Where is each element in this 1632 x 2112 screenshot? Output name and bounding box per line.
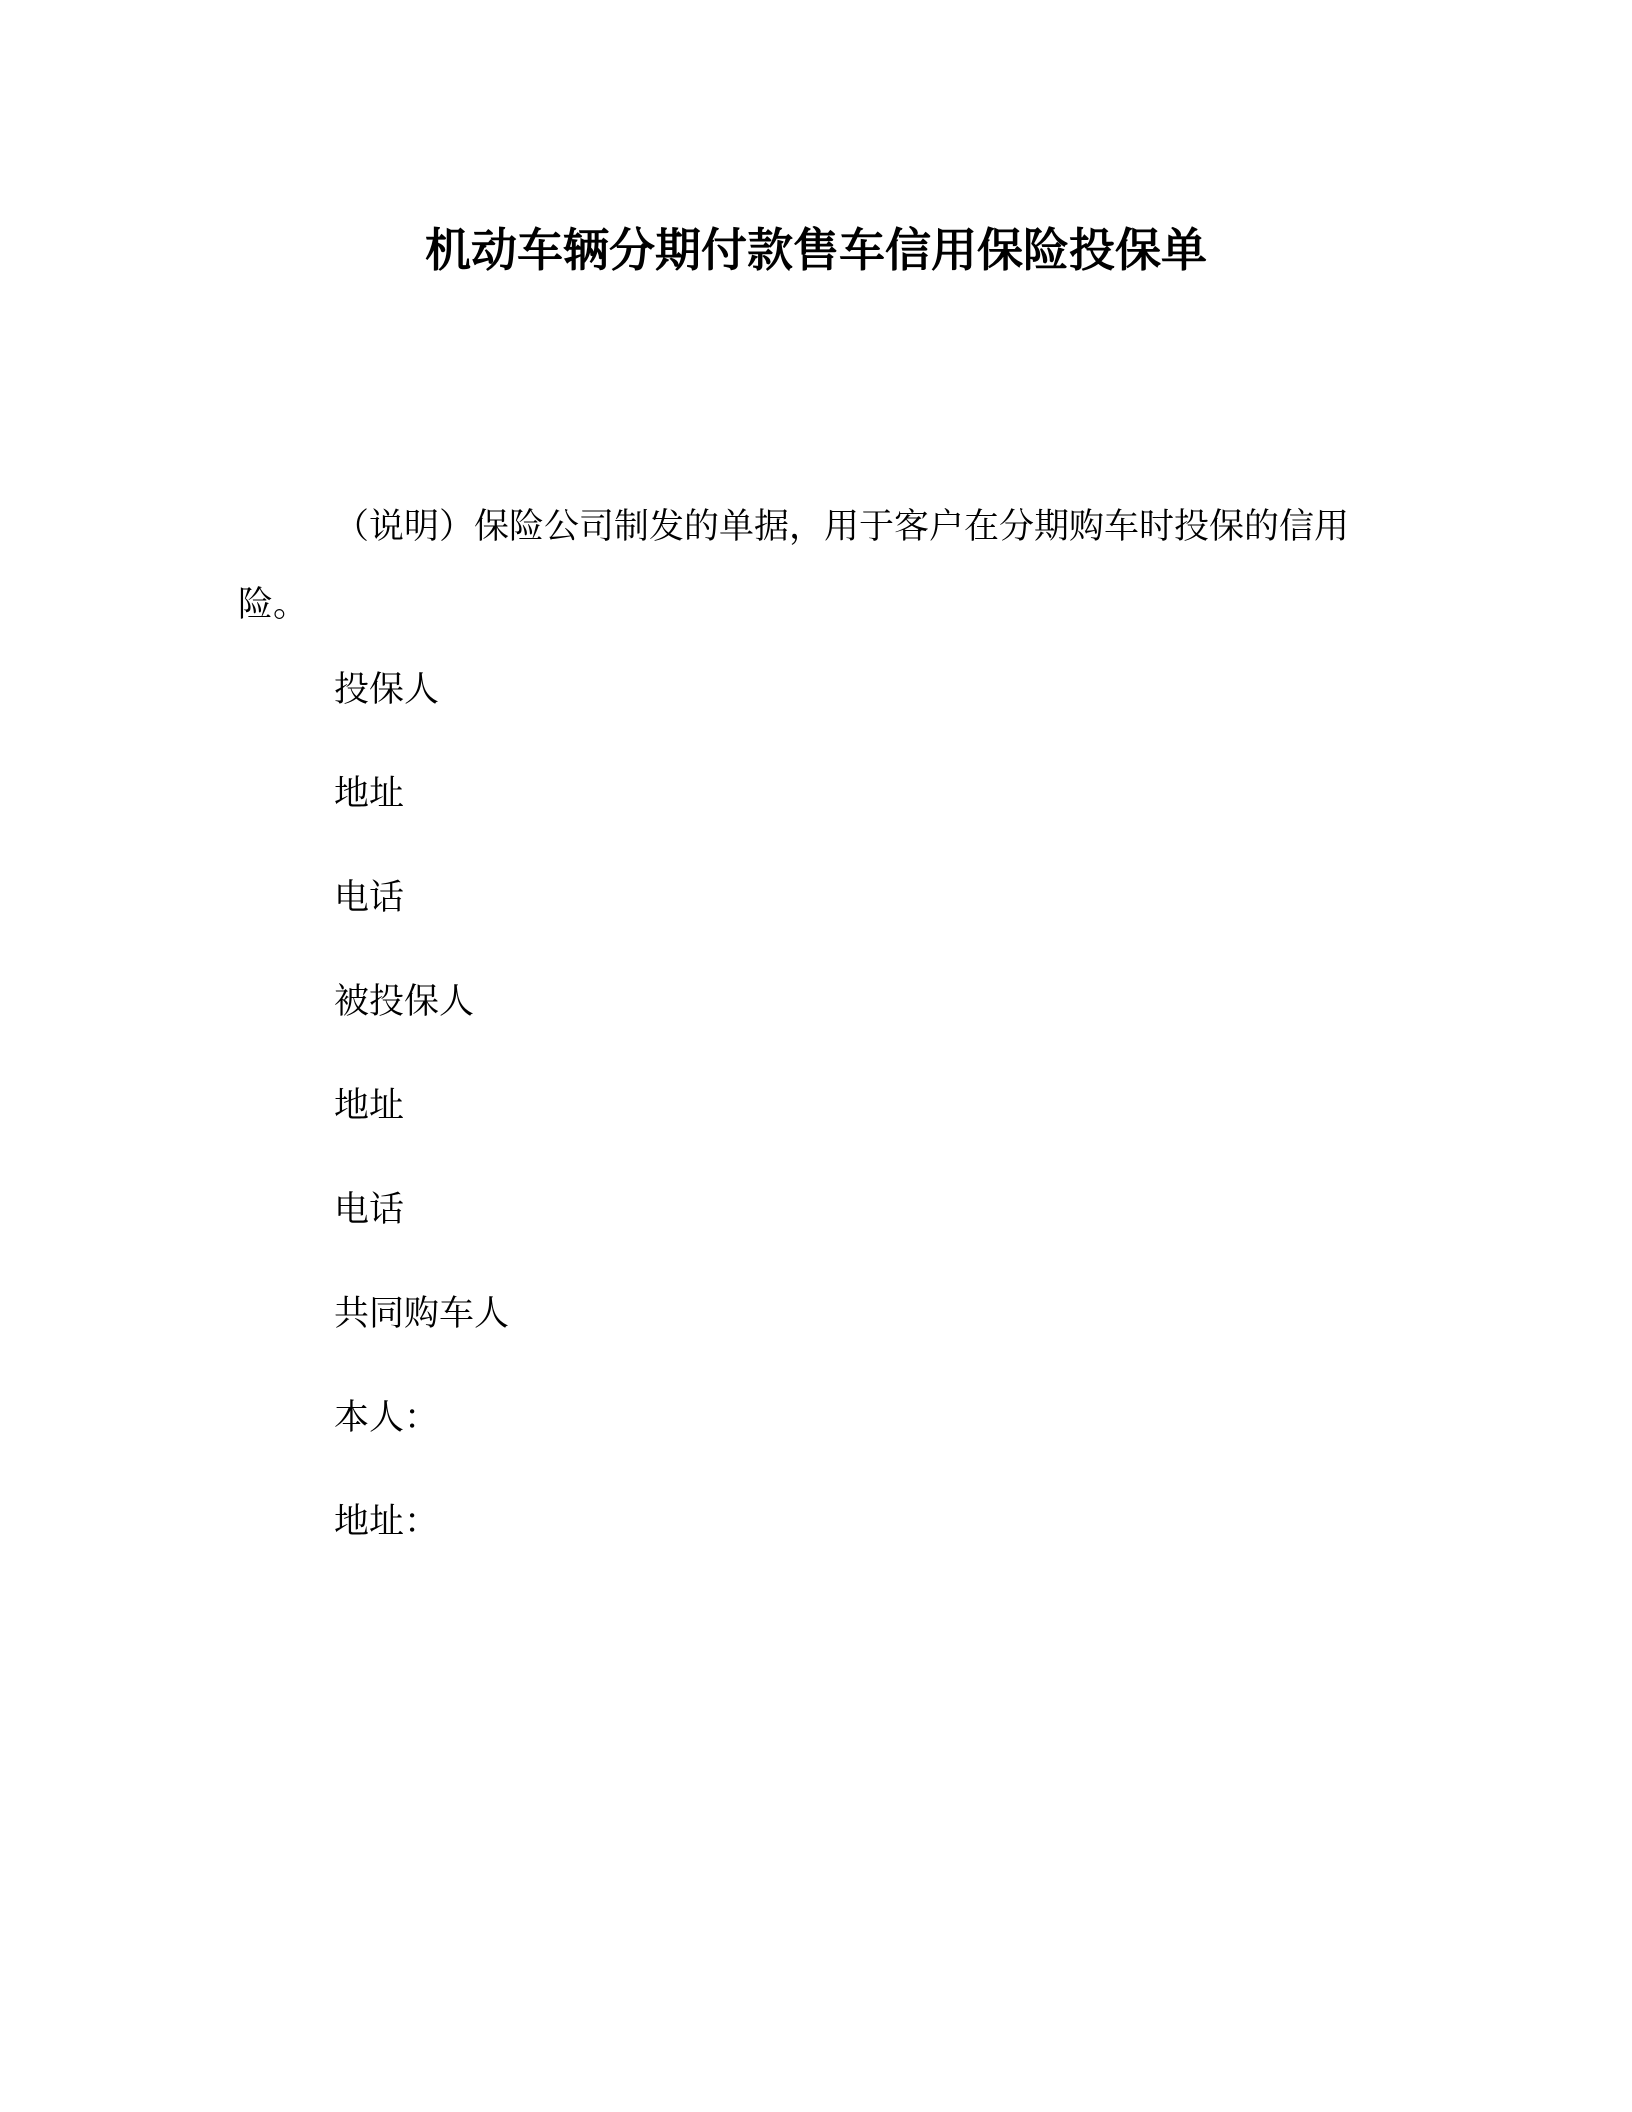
- field-insured-address-label: 地址: [334, 1086, 405, 1126]
- field-applicant-address-label: 地址: [334, 774, 405, 814]
- field-self-address-label: 地址：: [334, 1502, 440, 1542]
- intro-paragraph: （说明）保险公司制发的单据，用于客户在分期购车时投保的信用险。: [238, 507, 1350, 625]
- field-applicant-phone-label: 电话: [334, 878, 405, 918]
- field-self-label: 本人：: [334, 1398, 440, 1438]
- form-field-list: [334, 666, 509, 1602]
- field-co-purchaser-label: 共同购车人: [334, 1294, 510, 1334]
- field-insured-label: 被投保人: [334, 982, 475, 1022]
- field-insured-phone-label: 电话: [334, 1190, 405, 1230]
- field-applicant-label: 投保人: [334, 670, 440, 710]
- document-title: 机动车辆分期付款售车信用保险投保单: [425, 223, 1207, 277]
